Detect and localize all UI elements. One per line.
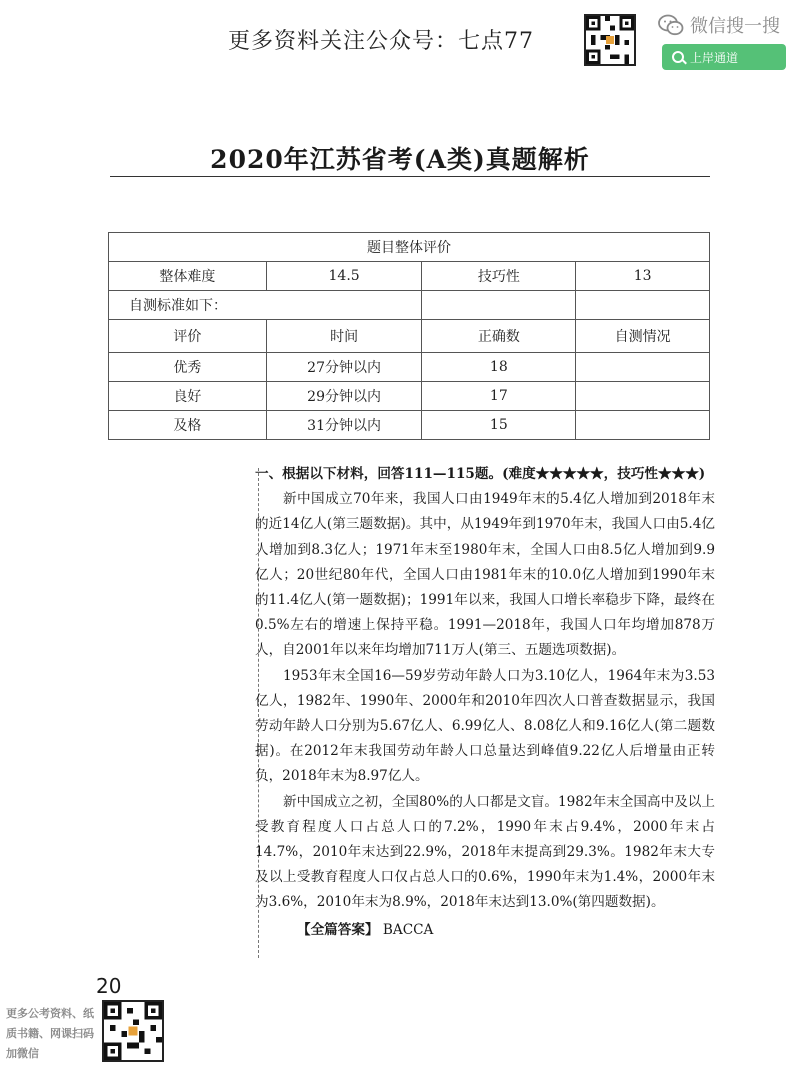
self-cell[interactable] <box>576 382 710 411</box>
search-button-label: 上岸通道 <box>690 50 739 65</box>
skill-value: 13 <box>576 262 710 291</box>
table-row <box>109 353 710 382</box>
answer-label: 【全篇答案】 <box>297 921 379 938</box>
wechat-icon <box>658 14 684 36</box>
passage-paragraph-1: 新中国成立70年来，我国人口由1949年末的5.4亿人增加到2018年末的近14亿人(第三题数据)。其中，从1949年到1970年末，我国人口由5.4亿人增加到8.3亿人；1971年末至1980年末，全国人口由8.5亿人增加到9.9亿人；20世纪80年代，全国人口由1981年末的10.0亿人增加到1990年末的11.4亿人(第一题数据)；1991年以来，我国人口增长率稳步下降，最终在0.5%左右的增速上保持平稳。1991—2018年，我国人口年均增加878万人，自2001年以来年均增加711万人(第三、五题选项数据)。 <box>255 491 715 659</box>
time-cell: 31分钟以内 <box>266 411 422 440</box>
footer-promo-text: 更多公考资料、纸质书籍、网课扫码加微信 <box>6 1007 94 1060</box>
search-icon <box>672 51 684 63</box>
self-cell[interactable] <box>576 353 710 382</box>
table-row <box>109 382 710 411</box>
page-title: 2020年江苏省考(A类)真题解析 <box>210 145 590 174</box>
column-header-grade: 评价 <box>109 320 267 353</box>
header-promo-text: 更多资料关注公众号：七点77 <box>228 29 534 54</box>
table-row <box>109 291 710 320</box>
qr-pattern-icon <box>104 1002 162 1060</box>
page-number: 20 <box>96 974 122 998</box>
shangan-search-button[interactable] <box>662 44 786 70</box>
difficulty-value: 14.5 <box>266 262 422 291</box>
difficulty-label: 整体难度 <box>109 262 267 291</box>
grade-cell: 及格 <box>109 411 267 440</box>
wechat-label-text: 微信搜一搜 <box>690 16 780 37</box>
column-header-time: 时间 <box>266 320 422 353</box>
self-cell[interactable] <box>576 411 710 440</box>
passage-paragraph-2: 1953年末全国16—59岁劳动年龄人口为3.10亿人，1964年末为3.53亿人，1982年、1990年、2000年和2010年四次人口普查数据显示，我国劳动年龄人口分别为5.67亿人、6.99亿人、8.08亿人和9.16亿人(第二题数据)。在2012年末我国劳动年龄人口总量达到峰值9.22亿人后增量由正转负，2018年末为8.97亿人。 <box>255 667 715 785</box>
table-cell-empty <box>422 291 576 320</box>
correct-cell: 17 <box>422 382 576 411</box>
table-caption-row <box>109 233 710 262</box>
qr-pattern-icon <box>586 16 634 64</box>
table-row <box>109 262 710 291</box>
self-test-label: 自测标准如下： <box>109 291 422 320</box>
qr-code-top[interactable] <box>584 14 636 66</box>
wechat-search-label <box>658 12 780 38</box>
table-header-row <box>109 320 710 353</box>
table-row <box>109 411 710 440</box>
answer-line <box>255 918 715 943</box>
time-cell: 29分钟以内 <box>266 382 422 411</box>
column-header-correct: 正确数 <box>422 320 576 353</box>
passage-section <box>255 462 715 943</box>
skill-label: 技巧性 <box>422 262 576 291</box>
table-caption: 题目整体评价 <box>109 233 710 262</box>
qr-code-bottom[interactable] <box>102 1000 164 1062</box>
grade-cell: 良好 <box>109 382 267 411</box>
correct-cell: 18 <box>422 353 576 382</box>
column-header-self: 自测情况 <box>576 320 710 353</box>
evaluation-table <box>108 232 710 440</box>
correct-cell: 15 <box>422 411 576 440</box>
answer-value: BACCA <box>382 921 434 938</box>
table-cell-empty <box>576 291 710 320</box>
passage-paragraph-3: 新中国成立之初，全国80%的人口都是文盲。1982年末全国高中及以上受教育程度人口占总人口的7.2%，1990年末占9.4%，2000年末占14.7%，2010年末达到22.9%，2018年末提高到29.3%。1982年末大专及以上受教育程度人口仅占总人口的0.6%，1990年末为1.4%，2000年末为3.6%，2010年末为8.9%，2018年末达到13.0%(第四题数据)。 <box>255 793 715 911</box>
section-heading: 一、根据以下材料，回答111—115题。(难度★★★★★，技巧性★★★) <box>255 466 706 482</box>
time-cell: 27分钟以内 <box>266 353 422 382</box>
grade-cell: 优秀 <box>109 353 267 382</box>
title-divider <box>110 176 710 177</box>
